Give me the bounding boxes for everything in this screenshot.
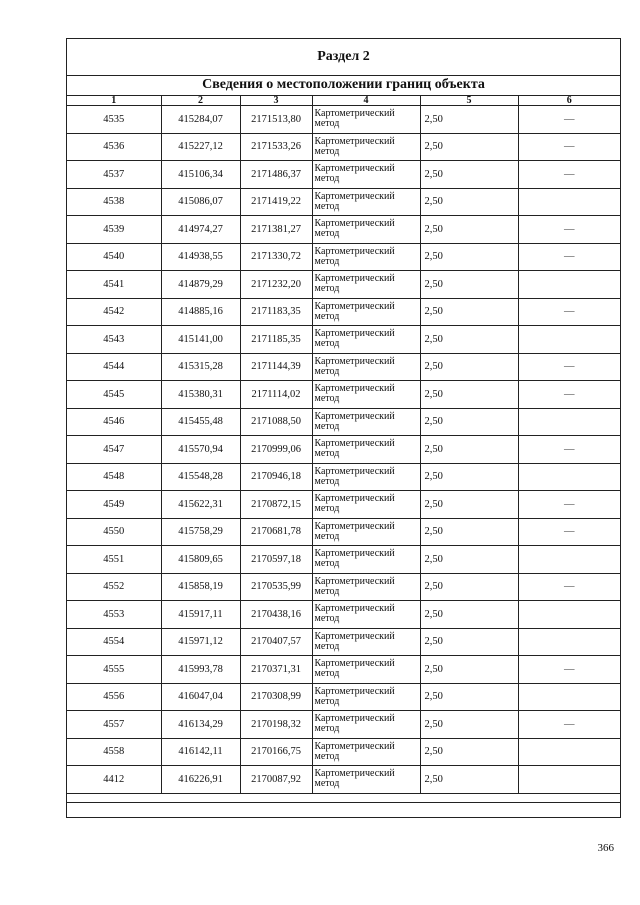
point-number-cell: 4550: [67, 518, 161, 546]
accuracy-cell: 2,50: [420, 243, 518, 271]
x-coordinate-cell: 416134,29: [161, 711, 240, 739]
y-coordinate-cell: 2170407,57: [240, 628, 312, 656]
x-coordinate-cell: 416142,11: [161, 738, 240, 766]
point-number-cell: 4552: [67, 573, 161, 601]
x-coordinate-cell: 415548,28: [161, 463, 240, 491]
section-heading: Раздел 2: [67, 39, 620, 76]
table-row: [67, 408, 620, 436]
accuracy-cell: 2,50: [420, 353, 518, 381]
y-coordinate-cell: 2170308,99: [240, 683, 312, 711]
accuracy-cell: 2,50: [420, 518, 518, 546]
y-coordinate-cell: 2170535,99: [240, 573, 312, 601]
point-number-cell: 4544: [67, 353, 161, 381]
point-number-cell: 4541: [67, 271, 161, 299]
table-row: [67, 216, 620, 244]
y-coordinate-cell: 2171533,26: [240, 133, 312, 161]
x-coordinate-cell: 415106,34: [161, 161, 240, 189]
table-row: [67, 518, 620, 546]
table-footer-strip: [67, 802, 620, 817]
y-coordinate-cell: 2170872,15: [240, 491, 312, 519]
boundary-coordinates-table: [67, 96, 620, 794]
note-cell: —: [518, 133, 620, 161]
accuracy-cell: 2,50: [420, 766, 518, 794]
note-cell: [518, 738, 620, 766]
method-cell: Картометрический метод: [312, 408, 420, 436]
x-coordinate-cell: 415455,48: [161, 408, 240, 436]
table-row: [67, 628, 620, 656]
y-coordinate-cell: 2170681,78: [240, 518, 312, 546]
table-row: [67, 546, 620, 574]
note-cell: [518, 271, 620, 299]
table-row: [67, 271, 620, 299]
method-cell: Картометрический метод: [312, 216, 420, 244]
point-number-cell: 4555: [67, 656, 161, 684]
y-coordinate-cell: 2171088,50: [240, 408, 312, 436]
accuracy-cell: 2,50: [420, 161, 518, 189]
y-coordinate-cell: 2171513,80: [240, 106, 312, 134]
method-cell: Картометрический метод: [312, 766, 420, 794]
table-row: [67, 656, 620, 684]
x-coordinate-cell: 415993,78: [161, 656, 240, 684]
point-number-cell: 4539: [67, 216, 161, 244]
y-coordinate-cell: 2171330,72: [240, 243, 312, 271]
accuracy-cell: 2,50: [420, 326, 518, 354]
note-cell: —: [518, 298, 620, 326]
note-cell: —: [518, 491, 620, 519]
method-cell: Картометрический метод: [312, 573, 420, 601]
page-number: 366: [597, 842, 614, 854]
note-cell: [518, 463, 620, 491]
y-coordinate-cell: 2171183,35: [240, 298, 312, 326]
x-coordinate-cell: 415315,28: [161, 353, 240, 381]
table-row: [67, 683, 620, 711]
method-cell: Картометрический метод: [312, 436, 420, 464]
note-cell: —: [518, 381, 620, 409]
y-coordinate-cell: 2170371,31: [240, 656, 312, 684]
note-cell: —: [518, 573, 620, 601]
accuracy-cell: 2,50: [420, 683, 518, 711]
accuracy-cell: 2,50: [420, 436, 518, 464]
document-sheet: [66, 38, 621, 818]
y-coordinate-cell: 2170087,92: [240, 766, 312, 794]
accuracy-cell: 2,50: [420, 106, 518, 134]
point-number-cell: 4546: [67, 408, 161, 436]
note-cell: [518, 601, 620, 629]
point-number-cell: 4556: [67, 683, 161, 711]
note-cell: —: [518, 436, 620, 464]
method-cell: Картометрический метод: [312, 518, 420, 546]
y-coordinate-cell: 2171185,35: [240, 326, 312, 354]
accuracy-cell: 2,50: [420, 738, 518, 766]
table-row: [67, 766, 620, 794]
method-cell: Картометрический метод: [312, 683, 420, 711]
note-cell: [518, 326, 620, 354]
table-row: [67, 738, 620, 766]
x-coordinate-cell: 414974,27: [161, 216, 240, 244]
x-coordinate-cell: 415141,00: [161, 326, 240, 354]
point-number-cell: 4540: [67, 243, 161, 271]
point-number-cell: 4554: [67, 628, 161, 656]
note-cell: [518, 683, 620, 711]
method-cell: Картометрический метод: [312, 298, 420, 326]
table-row: [67, 243, 620, 271]
y-coordinate-cell: 2170438,16: [240, 601, 312, 629]
column-header-6: 6: [518, 96, 620, 106]
table-row: [67, 298, 620, 326]
x-coordinate-cell: 415917,11: [161, 601, 240, 629]
note-cell: [518, 188, 620, 216]
point-number-cell: 4537: [67, 161, 161, 189]
y-coordinate-cell: 2170597,18: [240, 546, 312, 574]
x-coordinate-cell: 416226,91: [161, 766, 240, 794]
method-cell: Картометрический метод: [312, 738, 420, 766]
y-coordinate-cell: 2171486,37: [240, 161, 312, 189]
y-coordinate-cell: 2170198,32: [240, 711, 312, 739]
y-coordinate-cell: 2170999,06: [240, 436, 312, 464]
table-row: [67, 491, 620, 519]
method-cell: Картометрический метод: [312, 353, 420, 381]
column-number-row: [67, 96, 620, 106]
accuracy-cell: 2,50: [420, 381, 518, 409]
x-coordinate-cell: 415284,07: [161, 106, 240, 134]
method-cell: Картометрический метод: [312, 188, 420, 216]
note-cell: [518, 628, 620, 656]
y-coordinate-cell: 2171232,20: [240, 271, 312, 299]
table-row: [67, 573, 620, 601]
point-number-cell: 4542: [67, 298, 161, 326]
y-coordinate-cell: 2171381,27: [240, 216, 312, 244]
note-cell: —: [518, 656, 620, 684]
point-number-cell: 4543: [67, 326, 161, 354]
table-row: [67, 106, 620, 134]
point-number-cell: 4536: [67, 133, 161, 161]
point-number-cell: 4412: [67, 766, 161, 794]
table-row: [67, 133, 620, 161]
table-row: [67, 436, 620, 464]
point-number-cell: 4558: [67, 738, 161, 766]
table-row: [67, 161, 620, 189]
point-number-cell: 4553: [67, 601, 161, 629]
accuracy-cell: 2,50: [420, 463, 518, 491]
table-row: [67, 326, 620, 354]
accuracy-cell: 2,50: [420, 298, 518, 326]
x-coordinate-cell: 415227,12: [161, 133, 240, 161]
accuracy-cell: 2,50: [420, 573, 518, 601]
column-header-3: 3: [240, 96, 312, 106]
y-coordinate-cell: 2171419,22: [240, 188, 312, 216]
point-number-cell: 4535: [67, 106, 161, 134]
accuracy-cell: 2,50: [420, 408, 518, 436]
method-cell: Картометрический метод: [312, 463, 420, 491]
method-cell: Картометрический метод: [312, 711, 420, 739]
method-cell: Картометрический метод: [312, 133, 420, 161]
x-coordinate-cell: 415622,31: [161, 491, 240, 519]
method-cell: Картометрический метод: [312, 601, 420, 629]
accuracy-cell: 2,50: [420, 271, 518, 299]
x-coordinate-cell: 415971,12: [161, 628, 240, 656]
accuracy-cell: 2,50: [420, 216, 518, 244]
table-row: [67, 381, 620, 409]
method-cell: Картометрический метод: [312, 491, 420, 519]
note-cell: —: [518, 711, 620, 739]
method-cell: Картометрический метод: [312, 161, 420, 189]
note-cell: [518, 546, 620, 574]
method-cell: Картометрический метод: [312, 381, 420, 409]
note-cell: —: [518, 353, 620, 381]
point-number-cell: 4549: [67, 491, 161, 519]
column-header-4: 4: [312, 96, 420, 106]
table-title: Сведения о местоположении границ объекта: [67, 75, 620, 96]
column-header-5: 5: [420, 96, 518, 106]
x-coordinate-cell: 415380,31: [161, 381, 240, 409]
table-row: [67, 188, 620, 216]
y-coordinate-cell: 2170166,75: [240, 738, 312, 766]
point-number-cell: 4538: [67, 188, 161, 216]
accuracy-cell: 2,50: [420, 491, 518, 519]
x-coordinate-cell: 415758,29: [161, 518, 240, 546]
y-coordinate-cell: 2171114,02: [240, 381, 312, 409]
note-cell: —: [518, 161, 620, 189]
point-number-cell: 4548: [67, 463, 161, 491]
method-cell: Картометрический метод: [312, 326, 420, 354]
accuracy-cell: 2,50: [420, 601, 518, 629]
method-cell: Картометрический метод: [312, 243, 420, 271]
x-coordinate-cell: 415809,65: [161, 546, 240, 574]
note-cell: —: [518, 243, 620, 271]
table-row: [67, 353, 620, 381]
method-cell: Картометрический метод: [312, 656, 420, 684]
note-cell: [518, 766, 620, 794]
note-cell: [518, 408, 620, 436]
note-cell: —: [518, 518, 620, 546]
column-header-2: 2: [161, 96, 240, 106]
accuracy-cell: 2,50: [420, 133, 518, 161]
x-coordinate-cell: 415086,07: [161, 188, 240, 216]
accuracy-cell: 2,50: [420, 546, 518, 574]
table-row: [67, 711, 620, 739]
accuracy-cell: 2,50: [420, 188, 518, 216]
note-cell: —: [518, 106, 620, 134]
point-number-cell: 4545: [67, 381, 161, 409]
y-coordinate-cell: 2171144,39: [240, 353, 312, 381]
method-cell: Картометрический метод: [312, 628, 420, 656]
x-coordinate-cell: 416047,04: [161, 683, 240, 711]
x-coordinate-cell: 414885,16: [161, 298, 240, 326]
column-header-1: 1: [67, 96, 161, 106]
note-cell: —: [518, 216, 620, 244]
accuracy-cell: 2,50: [420, 711, 518, 739]
x-coordinate-cell: 414879,29: [161, 271, 240, 299]
table-row: [67, 463, 620, 491]
method-cell: Картометрический метод: [312, 546, 420, 574]
accuracy-cell: 2,50: [420, 656, 518, 684]
accuracy-cell: 2,50: [420, 628, 518, 656]
method-cell: Картометрический метод: [312, 106, 420, 134]
y-coordinate-cell: 2170946,18: [240, 463, 312, 491]
table-row: [67, 601, 620, 629]
method-cell: Картометрический метод: [312, 271, 420, 299]
point-number-cell: 4547: [67, 436, 161, 464]
point-number-cell: 4551: [67, 546, 161, 574]
point-number-cell: 4557: [67, 711, 161, 739]
x-coordinate-cell: 415570,94: [161, 436, 240, 464]
x-coordinate-cell: 415858,19: [161, 573, 240, 601]
x-coordinate-cell: 414938,55: [161, 243, 240, 271]
